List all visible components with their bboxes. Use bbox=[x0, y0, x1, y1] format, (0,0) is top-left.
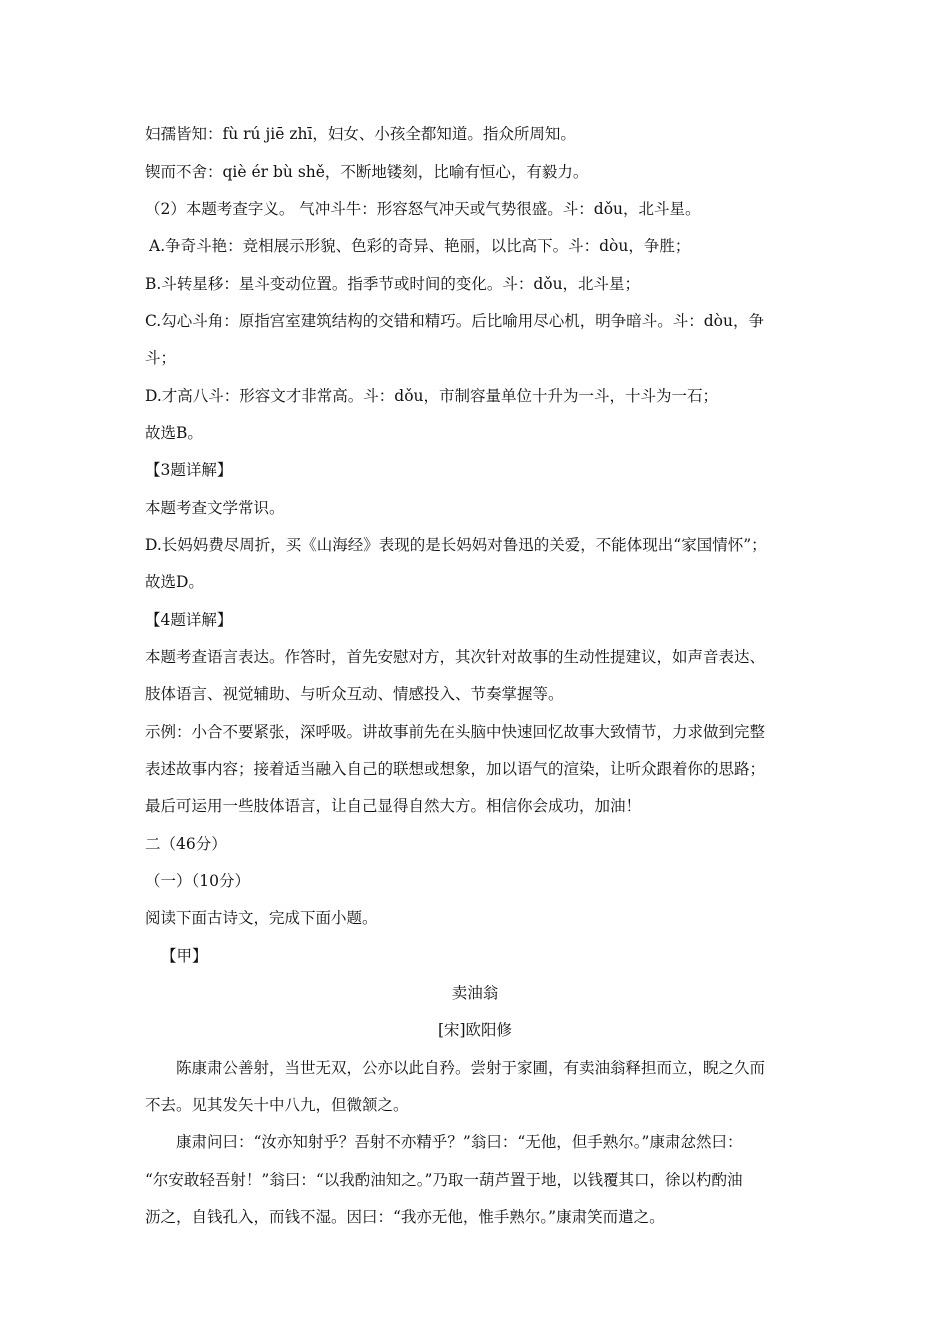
section-heading: （一）（10分） bbox=[145, 872, 250, 890]
text-line: 故选B。 bbox=[145, 424, 203, 442]
text-line: 故选D。 bbox=[145, 573, 204, 591]
text-line: 妇孺皆知：fù rú jiē zhī，妇女、小孩全都知道。指众所周知。 bbox=[145, 125, 576, 143]
text-line: D.长妈妈费尽周折，买《山海经》表现的是长妈妈对鲁迅的关爱，不能体现出“家国情怀”； bbox=[145, 536, 767, 554]
section-heading: 【4题详解】 bbox=[145, 611, 233, 629]
text-line: 最后可运用一些肢体语言，让自己显得自然大方。相信你会成功，加油！ bbox=[145, 797, 642, 815]
text-line: 阅读下面古诗文，完成下面小题。 bbox=[145, 909, 378, 927]
poem-author: [宋]欧阳修 bbox=[437, 1021, 513, 1039]
section-label: 【甲】 bbox=[161, 947, 208, 965]
poem-paragraph-line: 沥之，自钱孔入，而钱不湿。因曰：“我亦无他，惟手熟尔。”康肃笑而遣之。 bbox=[145, 1208, 665, 1226]
poem-paragraph-line: 陈康肃公善射，当世无双，公亦以此自矜。尝射于家圃，有卖油翁释担而立，睨之久而 bbox=[176, 1059, 766, 1077]
text-line: 锲而不舍：qiè ér bù shě，不断地镂刻，比喻有恒心，有毅力。 bbox=[145, 163, 589, 181]
poem-title: 卖油翁 bbox=[451, 984, 499, 1002]
section-heading: 【3题详解】 bbox=[145, 461, 233, 479]
text-line: 本题考查语言表达。作答时，首先安慰对方，其次针对故事的生动性提建议，如声音表达、 bbox=[145, 648, 766, 666]
text-line: A.争奇斗艳：竞相展示形貌、色彩的奇异、艳丽，以比高下。斗：dòu，争胜； bbox=[149, 237, 691, 255]
text-line: 示例：小合不要紧张，深呼吸。讲故事前先在头脑中快速回忆故事大致情节，力求做到完整 bbox=[145, 723, 766, 741]
text-line: 肢体语言、视觉辅助、与听众互动、情感投入、节奏掌握等。 bbox=[145, 685, 564, 703]
poem-paragraph-line: 康肃问曰：“汝亦知射乎？吾射不亦精乎？”翁曰：“无他，但手熟尔。”康肃忿然曰： bbox=[176, 1133, 743, 1151]
text-line: D.才高八斗：形容文才非常高。斗：dǒu，市制容量单位十升为一斗，十斗为一石； bbox=[145, 387, 719, 405]
text-line: C.勾心斗角：原指宫室建筑结构的交错和精巧。后比喻用尽心机，明争暗斗。斗：dòu，争 bbox=[145, 312, 764, 330]
text-line: 斗； bbox=[145, 349, 177, 367]
poem-paragraph-line: 不去。见其发矢十中八九，但微颔之。 bbox=[145, 1096, 409, 1114]
text-line: 表述故事内容；接着适当融入自己的联想或想象，加以语气的渲染，让听众跟着你的思路； bbox=[145, 760, 766, 778]
text-line: （2）本题考查字义。 气冲斗牛：形容怒气冲天或气势很盛。斗：dǒu，北斗星。 bbox=[145, 200, 701, 218]
poem-paragraph-line: “尔安敢轻吾射！”翁曰：“以我酌油知之。”乃取一葫芦置于地，以钱覆其口，徐以杓酌油 bbox=[145, 1171, 743, 1189]
section-heading: 二（46分） bbox=[145, 835, 227, 853]
text-line: B.斗转星移：星斗变动位置。指季节或时间的变化。斗：dǒu，北斗星； bbox=[145, 275, 641, 293]
text-line: 本题考查文学常识。 bbox=[145, 499, 285, 517]
